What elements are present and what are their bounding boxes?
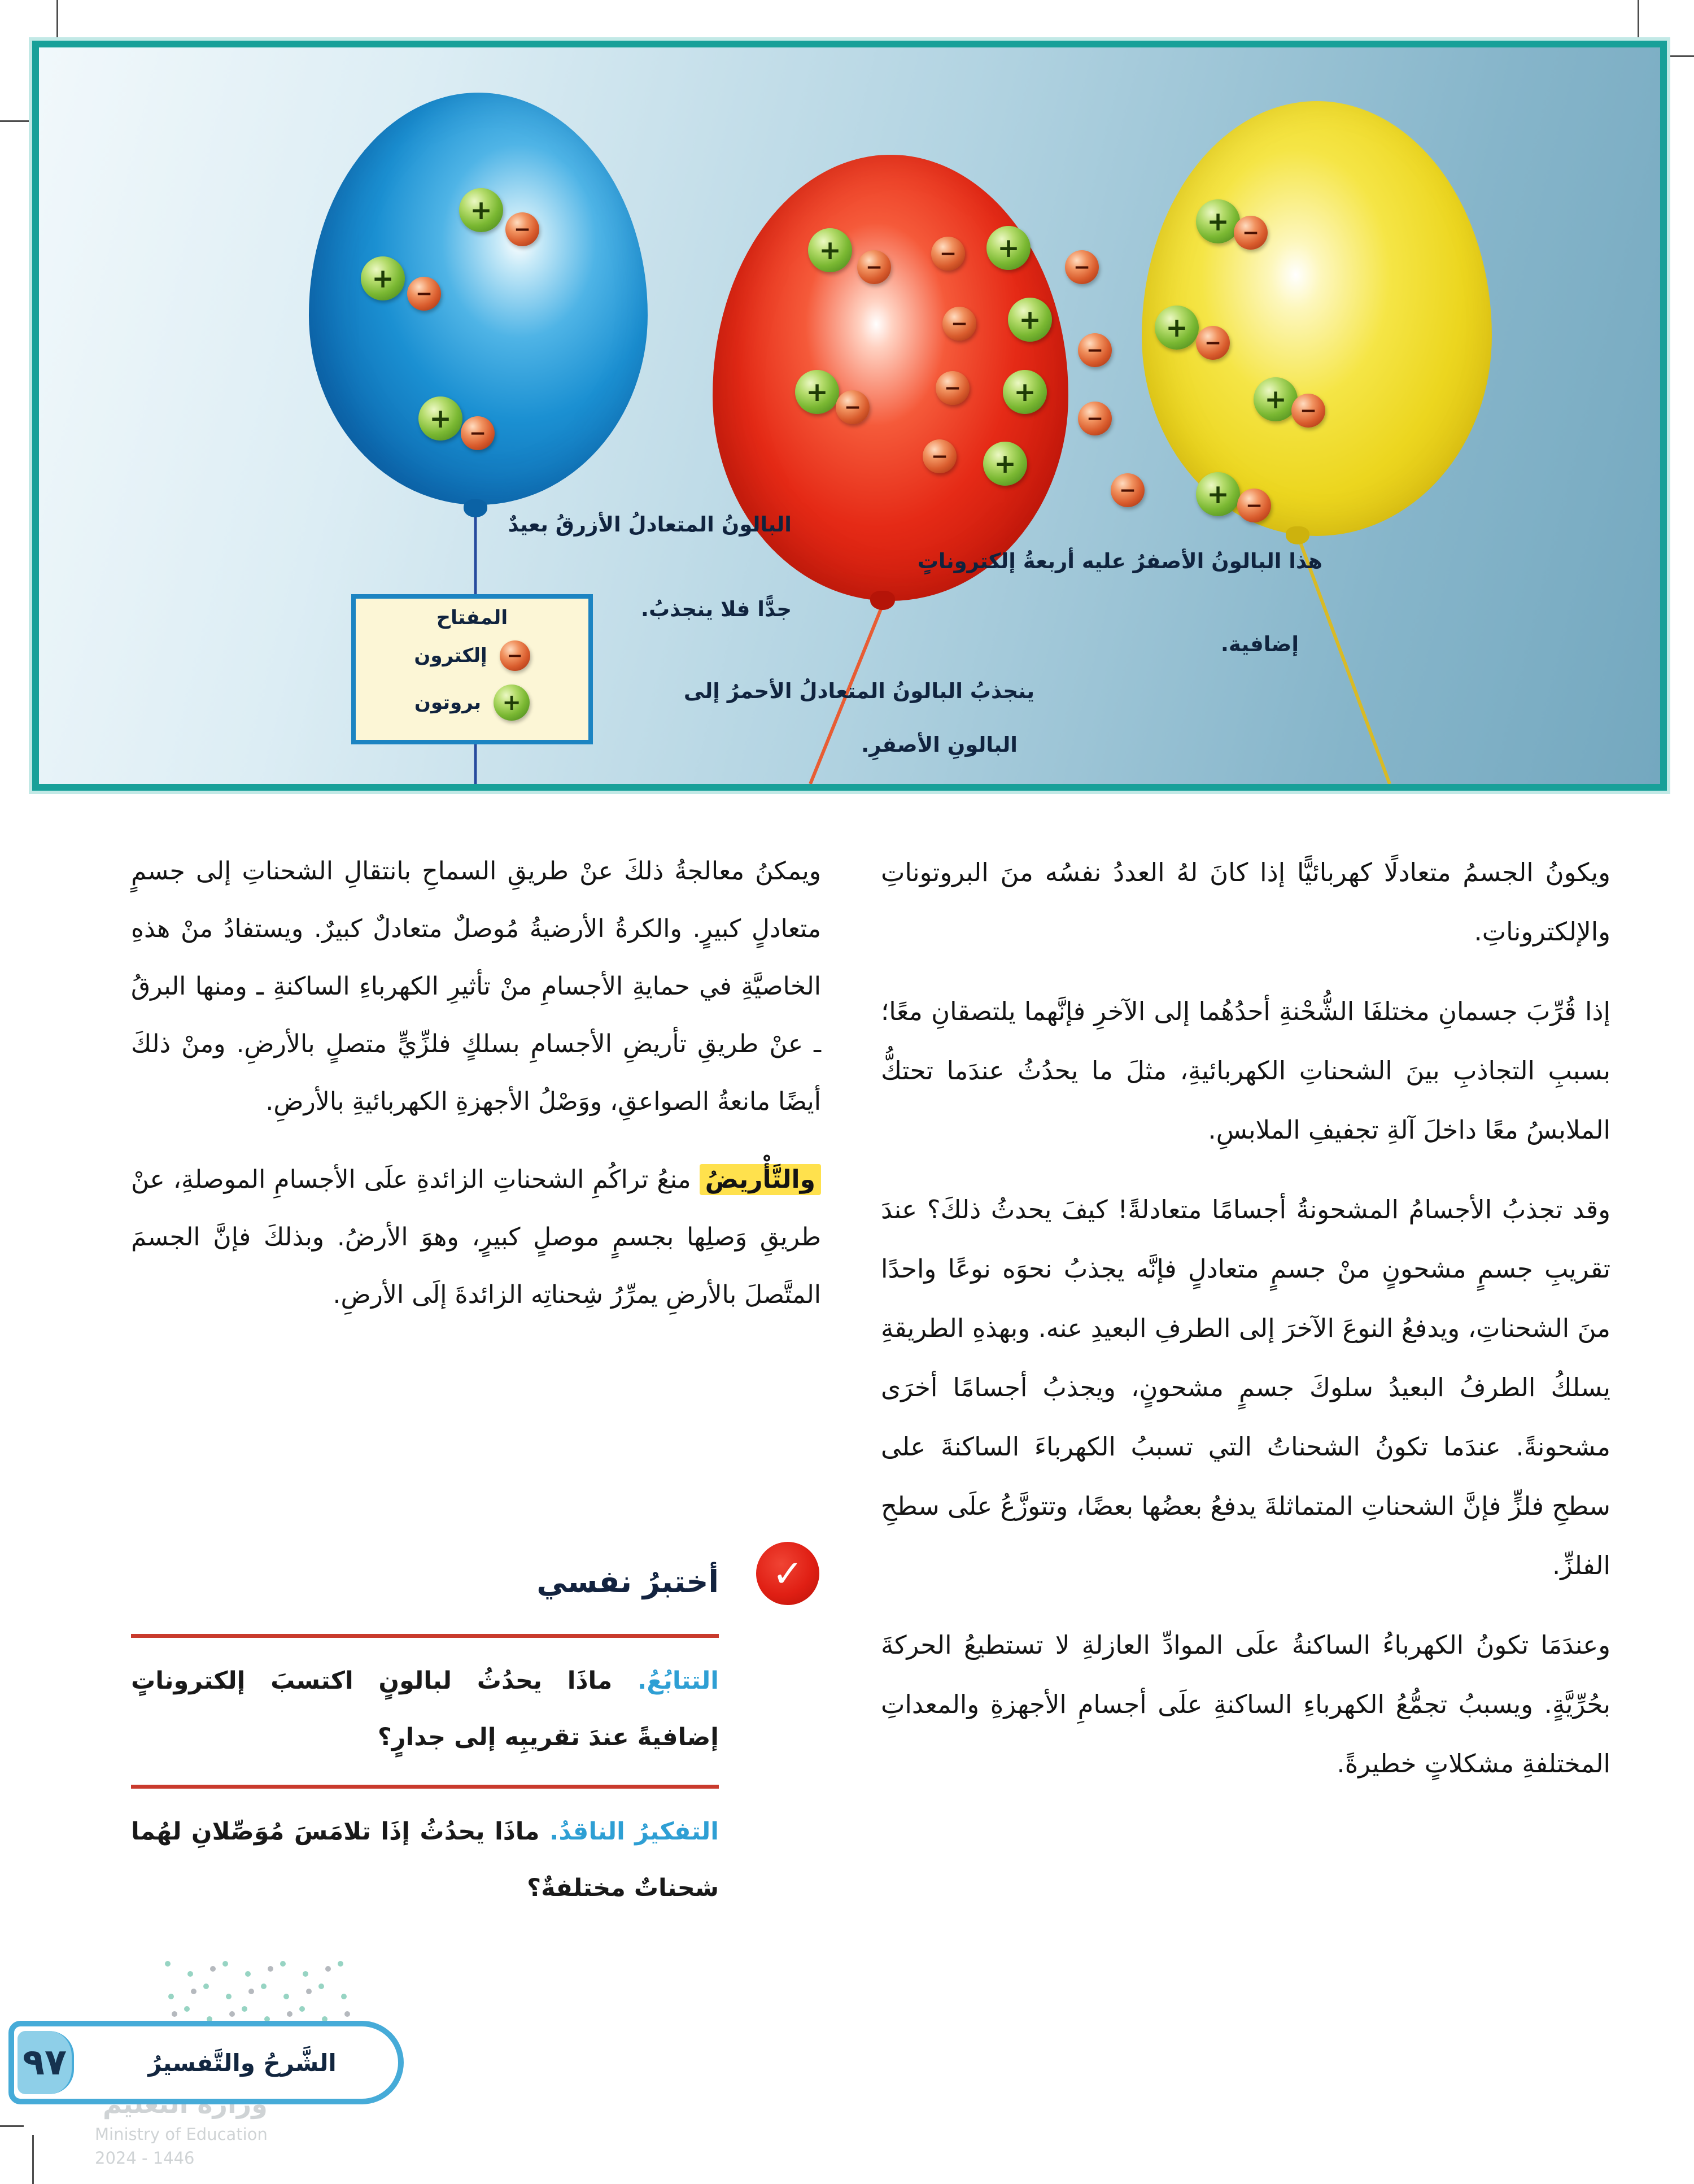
blue-balloon-caption-line1: البالونُ المتعادلُ الأزرقُ بعيدٌ (508, 512, 792, 537)
paragraph: ويكونُ الجسمُ متعادلًا كهربائيًّا إذا كانَ لهُ العددُ نفسُه منَ البروتوناتِ والإلكتروناتِ. (881, 857, 1610, 947)
decorative-dot (261, 1984, 267, 1989)
red-balloon-caption-line1: ينجذبُ البالونُ المتعادلُ الأحمرُ إلى (683, 679, 1034, 703)
decorative-dot (229, 2011, 235, 2017)
decorative-dot (203, 1984, 209, 1989)
question-text: ماذَا يحدُثُ لبالونٍ اكتسبَ إلكتروناتٍ إضافيةً عندَ تقريبِه إلى جدارٍ؟ (131, 1667, 719, 1751)
footer-section-label: الشَّرحُ والتَّفسيرُ (148, 2048, 337, 2077)
yellow-balloon-knot (1286, 526, 1309, 544)
paragraph: ويمكنُ معالجةُ ذلكَ عنْ طريقِ السماحِ بانتقالِ الشحناتِ إلى جسمٍ متعادلٍ كبيرٍ. والكرةُ الأرضيةُ مُوصلٌ متعادلٌ كبيرٌ. ويستفادُ منْ هذهِ الخاصيَّةِ في حمايةِ الأجسامِ منْ تأثيرِ الكهرباءِ الساكنةِ ـ ومنها البرقُ ـ عنْ طريقِ تأريضِ الأجسامِ بسلكٍ فلزِّيٍّ متصلٍ بالأرضِ. ومنْ ذلكَ أيضًا مانعةُ الصواعقِ، ووَصْلُ الأجهزةِ الكهربائيةِ بالأرضِ. (131, 857, 821, 1116)
yellow-balloon-string (1298, 537, 1390, 784)
decorative-dot (306, 1989, 312, 1994)
divider (131, 1785, 719, 1789)
electron-icon: − (505, 212, 539, 246)
highlighted-term: والتَّأْريضُ (700, 1164, 821, 1195)
decorative-dot (318, 1984, 324, 1989)
question-critical-thinking (131, 1803, 719, 1916)
proton-icon: + (795, 370, 839, 414)
decorative-dot (268, 1966, 273, 1972)
yellow-balloon-caption-line2: إضافية. (1220, 632, 1299, 656)
proton-icon: + (1196, 199, 1240, 243)
electron-icon: − (1196, 326, 1230, 360)
electron-icon: − (1111, 473, 1145, 507)
proton-icon: + (983, 442, 1027, 486)
decorative-dot (283, 1994, 289, 1999)
decorative-dot (341, 1994, 347, 1999)
decorative-dot (191, 1989, 197, 1994)
decorative-dot (210, 1966, 216, 1972)
yellow-balloon-caption-line1: هذا البالونُ الأصفرُ عليه أربعةُ إلكتروناتٍ (917, 549, 1322, 573)
decorative-dot (248, 1989, 254, 1994)
proton-icon: + (1254, 377, 1298, 421)
question-text: ماذَا يحدُثُ إذَا تلامَسَ مُوَصِّلانِ لهُما شحناتٌ مختلفةٌ؟ (131, 1817, 719, 1902)
decorative-dot (299, 2006, 305, 2012)
decorative-dot (344, 2011, 350, 2017)
decorative-dot (226, 1994, 232, 1999)
electron-icon: − (1078, 333, 1112, 367)
electron-icon: − (1234, 216, 1268, 250)
proton-icon: + (418, 396, 462, 441)
decorative-dot (165, 1961, 171, 1967)
paragraph: وعندَمَا تكونُ الكهرباءُ الساكنةُ علَى الموادِّ العازلةِ لا تستطيعُ الحركةَ بحُرِّيَّةٍ. ويسببُ تجمُّعُ الكهرباءِ الساكنةِ علَى أجسامِ الأجهزةِ والمعداتِ المختلفةِ مشكلاتٍ خطيرةً. (881, 1630, 1610, 1778)
electron-icon: − (461, 416, 495, 450)
red-balloon-caption-line2: البالونِ الأصفرِ. (861, 733, 1018, 757)
divider (131, 1634, 719, 1638)
balloons-figure (32, 41, 1667, 791)
proton-icon: + (986, 226, 1031, 270)
question-sequence (131, 1653, 719, 1765)
proton-icon: + (1003, 370, 1047, 414)
proton-icon: + (361, 256, 405, 300)
electron-icon: − (942, 307, 976, 341)
paragraph: إذا قُرِّبَ جسمانِ مختلفَا الشُّحْنةِ أحدُهُما إلى الآخرِ فإنَّهما يلتصقانِ معًا؛ بسببِ التجاذبِ بينَ الشحناتِ الكهربائيةِ، مثلَ ما يحدُثُ عندَما تحتكُّ الملابسُ معًا داخلَ آلةِ تجفيفِ الملابسِ. (881, 996, 1610, 1145)
electron-icon: − (836, 390, 870, 424)
electron-icon: − (931, 237, 965, 271)
test-myself-section (131, 1545, 804, 1935)
legend-proton-row (356, 685, 588, 721)
test-myself-header (131, 1545, 804, 1618)
left-column (131, 843, 821, 1344)
proton-icon: + (1196, 472, 1240, 516)
legend-title: المفتاح (436, 607, 508, 629)
watermark-years: 2024 - 1446 (95, 2148, 195, 2168)
legend-electron-label: إلكترون (414, 644, 487, 667)
decorative-dot (184, 2006, 190, 2012)
electron-icon: − (407, 277, 441, 311)
page-number: ٩٧ (18, 2031, 74, 2094)
question-lead: التتابُعُ. (638, 1667, 719, 1695)
crop-mark (1638, 0, 1639, 40)
electron-icon: − (857, 250, 891, 284)
electron-icon: − (500, 640, 530, 671)
red-balloon-knot (870, 591, 895, 610)
electron-icon: − (936, 371, 970, 405)
proton-icon: + (459, 188, 503, 232)
right-column (881, 843, 1610, 1814)
watermark-english: Ministry of Education (95, 2125, 268, 2144)
decorative-dot (287, 2011, 292, 2017)
decorative-dot (338, 1961, 343, 1967)
decorative-dot (245, 1971, 251, 1977)
decorative-dot (303, 1971, 308, 1977)
decorative-dot (168, 1994, 174, 1999)
blue-balloon-knot (464, 499, 487, 517)
footer-section-tab (8, 2021, 404, 2104)
checkmark-icon: ✓ (756, 1542, 819, 1605)
decorative-dot (172, 2011, 177, 2017)
decorative-dot (325, 1966, 331, 1972)
blue-balloon-caption-line2: جدًّا فلا ينجذبُ. (640, 597, 792, 621)
legend-electron-row (356, 640, 588, 671)
electron-icon: − (1065, 250, 1099, 284)
decorative-dot (222, 1961, 228, 1967)
paragraph-grounding-definition (131, 1151, 821, 1324)
test-myself-title: أختبرُ نفسي (536, 1563, 719, 1599)
paragraph: وقد تجذبُ الأجسامُ المشحونةُ أجسامًا متعادلةً! كيفَ يحدثُ ذلكَ؟ عندَ تقريبِ جسمٍ مشحونٍ منْ جسمٍ متعادلٍ فإنَّه يجذبُ نحوَه نوعًا واحدًا منَ الشحناتِ، ويدفعُ النوعَ الآخرَ إلى الطرفِ البعيدِ عنه. وبهذهِ الطريقةِ يسلكُ الطرفُ البعيدُ سلوكَ جسمٍ مشحونٍ، ويجذبُ أجسامًا أخرَى مشحونةً. عندَما تكونُ الشحناتُ التي تسببُ الكهرباءَ الساكنةَ على سطحِ فلزٍّ فإنَّ الشحناتِ المتماثلةَ يدفعُ بعضُها بعضًا، وتتوزَّعُ علَى سطحِ الفلزِّ. (881, 1195, 1610, 1580)
definition-text: منعُ تراكُمِ الشحناتِ الزائدةِ علَى الأجسامِ الموصلةِ، عنْ طريقِ وَصلِها بجسمٍ موصلٍ كبيرٍ، وهوَ الأرضُ. وبذلكَ فإنَّ الجسمَ المتَّصلَ بالأرضِ يمرِّرُ شِحناتِه الزائدةَ إلَى الأرضِ. (131, 1165, 821, 1309)
electron-icon: − (1078, 402, 1112, 435)
proton-icon: + (1155, 306, 1199, 350)
decorative-dot (187, 1971, 193, 1977)
question-lead: التفكيرُ الناقدُ. (549, 1817, 719, 1846)
proton-icon: + (808, 228, 852, 272)
legend-box (351, 594, 593, 744)
electron-icon: − (1291, 394, 1325, 428)
crop-mark (32, 2135, 34, 2184)
proton-icon: + (494, 685, 530, 721)
proton-icon: + (1008, 298, 1052, 342)
decorative-dot (242, 2006, 247, 2012)
electron-icon: − (1237, 489, 1271, 522)
crop-mark (0, 2125, 24, 2127)
legend-proton-label: بروتون (414, 691, 482, 714)
decorative-dot (280, 1961, 286, 1967)
electron-icon: − (923, 439, 957, 473)
